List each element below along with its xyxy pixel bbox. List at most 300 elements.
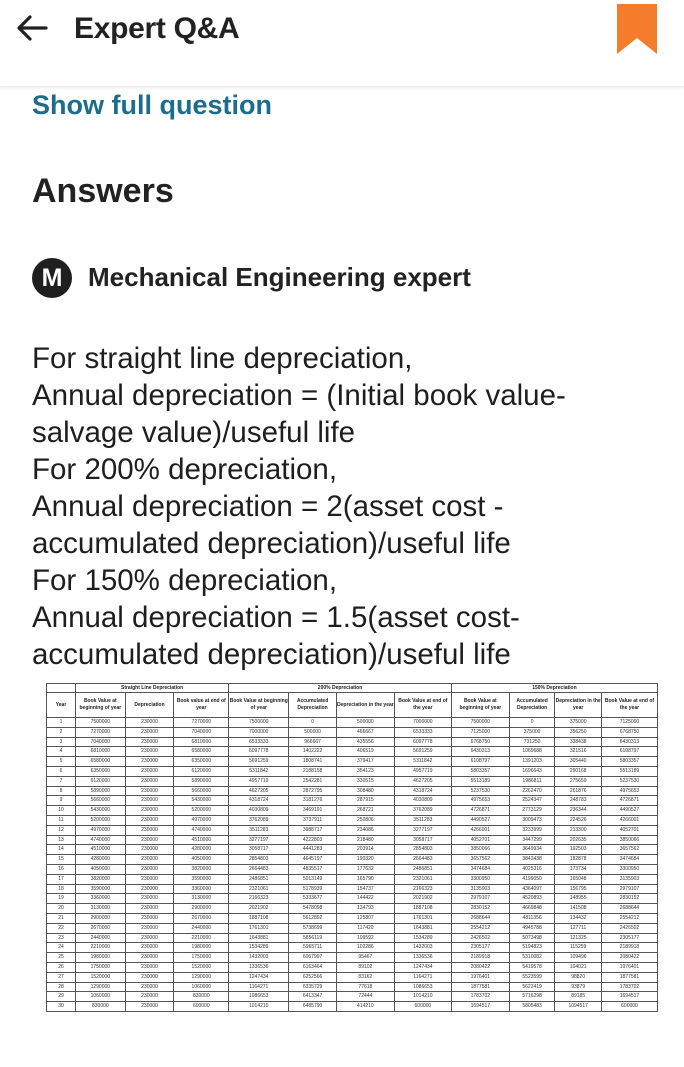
table-row: [47, 894, 658, 904]
year-cell: 21: [47, 913, 76, 923]
column-header: Book Value at end of the year: [601, 693, 657, 718]
table-cell: 6120000: [174, 766, 229, 776]
year-cell: 9: [47, 796, 76, 806]
table-cell: 3469191: [289, 806, 337, 816]
table-cell: 4052701: [451, 835, 509, 845]
table-cell: 1164271: [394, 972, 451, 982]
table-cell: 7500000: [229, 718, 289, 728]
table-cell: 5430000: [75, 806, 125, 816]
table-cell: 1534289: [229, 943, 289, 953]
table-cell: 156795: [555, 884, 602, 894]
page-title: Expert Q&A: [74, 12, 240, 45]
table-cell: 3762089: [229, 815, 289, 825]
year-cell: 3: [47, 737, 76, 747]
table-cell: 3590000: [75, 884, 125, 894]
year-cell: 17: [47, 874, 76, 884]
year-cell: 15: [47, 855, 76, 865]
table-cell: 3277197: [394, 825, 451, 835]
table-cell: 2210000: [174, 933, 229, 943]
table-cell: 109496: [555, 953, 602, 963]
table-row: [47, 1002, 658, 1012]
table-cell: 3657562: [451, 855, 509, 865]
table-cell: 4740000: [174, 825, 229, 835]
table-cell: 2486851: [229, 874, 289, 884]
table-cell: 117420: [336, 923, 394, 933]
table-cell: 1783702: [601, 982, 657, 992]
table-row: [47, 933, 658, 943]
table-cell: 2979107: [451, 894, 509, 904]
table-row: [47, 972, 658, 982]
table-cell: 230000: [125, 884, 174, 894]
table-cell: 5430000: [174, 796, 229, 806]
table-cell: 4835517: [289, 864, 337, 874]
table-cell: 7500000: [75, 718, 125, 728]
table-cell: 4740000: [75, 835, 125, 845]
table-row: [47, 943, 658, 953]
table-cell: 72444: [336, 992, 394, 1002]
year-cell: 30: [47, 1002, 76, 1012]
year-cell: 29: [47, 992, 76, 1002]
year-cell: 10: [47, 806, 76, 816]
table-cell: 218480: [336, 835, 394, 845]
year-cell: 22: [47, 923, 76, 933]
table-cell: 5237530: [451, 786, 509, 796]
table-row: [47, 992, 658, 1002]
year-cell: 8: [47, 786, 76, 796]
table-cell: 2688644: [601, 904, 657, 914]
table-cell: 5691259: [229, 757, 289, 767]
table-row: [47, 766, 658, 776]
table-cell: 1887108: [229, 913, 289, 923]
table-cell: 3649934: [509, 845, 555, 855]
table-cell: 4510000: [75, 845, 125, 855]
table-cell: 5311842: [229, 766, 289, 776]
table-cell: 1432003: [229, 953, 289, 963]
table-cell: 5738699: [289, 923, 337, 933]
table-cell: 2830152: [601, 894, 657, 904]
table-cell: 4726871: [601, 796, 657, 806]
table-cell: 414210: [336, 1002, 394, 1012]
table-cell: 5513189: [451, 776, 509, 786]
table-cell: 4490527: [601, 806, 657, 816]
table-cell: 3009473: [509, 815, 555, 825]
top-bar: [0, 0, 684, 87]
table-cell: 1247434: [394, 962, 451, 972]
table-cell: 435556: [336, 737, 394, 747]
table-cell: 83162: [336, 972, 394, 982]
table-cell: 1164271: [229, 982, 289, 992]
table-cell: 500000: [336, 718, 394, 728]
table-cell: 230000: [125, 757, 174, 767]
table-cell: 1694517: [451, 1002, 509, 1012]
table-row: [47, 884, 658, 894]
table-cell: 1336536: [229, 962, 289, 972]
table-cell: 4222803: [289, 835, 337, 845]
table-cell: 7040000: [75, 737, 125, 747]
table-cell: 406519: [336, 747, 394, 757]
table-cell: 1014210: [229, 1002, 289, 1012]
table-row: [47, 982, 658, 992]
table-cell: 4266001: [451, 825, 509, 835]
table-cell: 4318724: [394, 786, 451, 796]
table-cell: 1980000: [75, 953, 125, 963]
table-cell: 5513189: [601, 766, 657, 776]
table-cell: 6430313: [451, 747, 509, 757]
table-cell: 1094517: [555, 1002, 602, 1012]
table-cell: 3511283: [394, 815, 451, 825]
table-cell: 2440000: [75, 933, 125, 943]
table-cell: 3590000: [174, 874, 229, 884]
table-row: [47, 806, 658, 816]
year-cell: 14: [47, 845, 76, 855]
table-cell: 4280000: [174, 845, 229, 855]
table-cell: 5194823: [509, 943, 555, 953]
table-cell: 230000: [125, 747, 174, 757]
group-header: 150% Depreciation: [451, 684, 657, 693]
table-cell: 230000: [125, 982, 174, 992]
table-cell: 148955: [555, 894, 602, 904]
table-row: [47, 913, 658, 923]
table-cell: 2670000: [174, 913, 229, 923]
expert-initial: M: [41, 263, 63, 292]
table-cell: 4510000: [174, 835, 229, 845]
table-cell: 5856119: [289, 933, 337, 943]
arrow-left-icon: [16, 14, 48, 42]
table-row: [47, 835, 658, 845]
table-cell: 3474684: [601, 855, 657, 865]
back-button[interactable]: [14, 10, 50, 46]
table-cell: 230000: [125, 845, 174, 855]
table-cell: 230000: [125, 1002, 174, 1012]
table-cell: 89102: [336, 962, 394, 972]
table-cell: 230000: [125, 737, 174, 747]
table-cell: 338438: [555, 737, 602, 747]
table-cell: 1986811: [509, 776, 555, 786]
depreciation-table-image: [46, 683, 658, 1010]
table-cell: 0: [289, 718, 337, 728]
table-cell: 6120000: [75, 776, 125, 786]
column-header: Depreciation in the year: [555, 693, 602, 718]
year-cell: 5: [47, 757, 76, 767]
table-cell: 4266001: [601, 815, 657, 825]
table-cell: 236344: [555, 806, 602, 816]
table-cell: 6067997: [289, 953, 337, 963]
table-cell: 1290000: [75, 982, 125, 992]
table-cell: 6810000: [174, 737, 229, 747]
table-cell: 1247434: [229, 972, 289, 982]
table-cell: 2426502: [601, 923, 657, 933]
table-cell: 2080422: [451, 962, 509, 972]
table-cell: 2080422: [601, 953, 657, 963]
table-cell: 6252566: [289, 972, 337, 982]
table-cell: 6097778: [229, 747, 289, 757]
table-cell: 4957719: [229, 776, 289, 786]
table-cell: 600000: [601, 1002, 657, 1012]
table-cell: 6533333: [229, 737, 289, 747]
table-cell: 5965711: [289, 943, 337, 953]
column-header: Book value at end of year: [174, 693, 229, 718]
table-cell: 4645197: [289, 855, 337, 865]
table-cell: 1761301: [229, 923, 289, 933]
table-cell: 230000: [125, 972, 174, 982]
table-cell: 5691259: [394, 747, 451, 757]
answer-line: accumulated depreciation)/useful life: [32, 638, 511, 671]
table-cell: 230000: [125, 786, 174, 796]
table-cell: 3737911: [289, 815, 337, 825]
table-cell: 7125000: [601, 718, 657, 728]
table-cell: 3130000: [174, 894, 229, 904]
table-cell: 6580000: [174, 747, 229, 757]
table-cell: 2542281: [289, 776, 337, 786]
table-cell: 230000: [125, 727, 174, 737]
table-cell: 1391203: [509, 757, 555, 767]
table-cell: 1783702: [451, 992, 509, 1002]
table-cell: 4970000: [75, 825, 125, 835]
table-cell: 3850066: [601, 835, 657, 845]
table-cell: 4030809: [394, 796, 451, 806]
table-cell: 3058717: [229, 845, 289, 855]
table-cell: 6350000: [75, 766, 125, 776]
table-row: [47, 855, 658, 865]
table-cell: 4280000: [75, 855, 125, 865]
bookmark-icon[interactable]: [617, 4, 657, 54]
column-header: Book Value at beginning of year: [75, 693, 125, 718]
table-cell: 177632: [336, 864, 394, 874]
table-cell: 4945788: [509, 923, 555, 933]
answer-body: [32, 340, 672, 673]
year-cell: 23: [47, 933, 76, 943]
table-cell: 2524347: [509, 796, 555, 806]
table-cell: 6108797: [601, 747, 657, 757]
table-cell: 6580000: [75, 757, 125, 767]
table-cell: 3842438: [509, 855, 555, 865]
table-cell: 6335729: [289, 982, 337, 992]
table-cell: 600000: [174, 1002, 229, 1012]
table-cell: 230000: [125, 894, 174, 904]
table-cell: 230000: [125, 796, 174, 806]
group-header: 200% Depreciation: [229, 684, 452, 693]
table-cell: 1086653: [394, 982, 451, 992]
table-row: [47, 727, 658, 737]
table-cell: 5890000: [75, 786, 125, 796]
table-cell: 250806: [336, 815, 394, 825]
show-full-question-link[interactable]: Show full question: [32, 90, 272, 120]
table-cell: 102286: [336, 943, 394, 953]
table-cell: 3300950: [601, 864, 657, 874]
table-cell: 375000: [555, 718, 602, 728]
table-cell: 2900000: [75, 913, 125, 923]
table-cell: 141508: [555, 904, 602, 914]
table-cell: 190320: [336, 855, 394, 865]
table-cell: 6097778: [394, 737, 451, 747]
year-cell: 20: [47, 904, 76, 914]
table-cell: 379417: [336, 757, 394, 767]
table-cell: 5890000: [174, 776, 229, 786]
table-cell: 5660000: [75, 796, 125, 806]
table-cell: 165048: [555, 874, 602, 884]
table-cell: 7000000: [394, 718, 451, 728]
expert-avatar: [32, 258, 72, 298]
table-cell: 2854803: [394, 845, 451, 855]
table-cell: 5200000: [75, 815, 125, 825]
table-cell: 6108797: [451, 757, 509, 767]
table-cell: 731250: [509, 737, 555, 747]
table-cell: 1643881: [229, 933, 289, 943]
table-cell: 109592: [336, 933, 394, 943]
table-cell: 1060000: [174, 982, 229, 992]
table-cell: 230000: [125, 864, 174, 874]
table-cell: 2854803: [229, 855, 289, 865]
year-cell: 11: [47, 815, 76, 825]
table-cell: 6350000: [174, 757, 229, 767]
table-cell: 230000: [125, 962, 174, 972]
table-cell: 5660000: [174, 786, 229, 796]
table-cell: 3762089: [394, 806, 451, 816]
table-cell: 2021902: [229, 904, 289, 914]
table-cell: 3820000: [174, 864, 229, 874]
table-cell: 2189918: [601, 943, 657, 953]
year-cell: 1: [47, 718, 76, 728]
table-row: [47, 757, 658, 767]
table-cell: 1877581: [601, 972, 657, 982]
table-cell: 2321061: [394, 874, 451, 884]
table-cell: 248783: [555, 796, 602, 806]
table-cell: 830000: [75, 1002, 125, 1012]
table-cell: 4050000: [174, 855, 229, 865]
table-cell: 5612892: [289, 913, 337, 923]
table-cell: 230000: [125, 933, 174, 943]
table-cell: 1808741: [289, 757, 337, 767]
table-cell: 2670000: [75, 923, 125, 933]
table-cell: 4199050: [509, 874, 555, 884]
answer-line: For 200% depreciation,: [32, 453, 338, 486]
table-cell: 1336536: [394, 953, 451, 963]
table-cell: 3988717: [289, 825, 337, 835]
table-cell: 1877581: [451, 982, 509, 992]
year-cell: 18: [47, 884, 76, 894]
answer-line: For straight line depreciation,: [32, 342, 413, 375]
table-cell: 230000: [125, 718, 174, 728]
table-cell: 3233999: [509, 825, 555, 835]
table-cell: 4627205: [229, 786, 289, 796]
table-cell: 2262470: [509, 786, 555, 796]
table-row: [47, 923, 658, 933]
table-cell: 203914: [336, 845, 394, 855]
table-cell: 261876: [555, 786, 602, 796]
table-cell: 356250: [555, 727, 602, 737]
table-cell: 3130000: [75, 904, 125, 914]
table-cell: 4627205: [394, 776, 451, 786]
table-cell: 966667: [289, 737, 337, 747]
table-cell: 202635: [555, 835, 602, 845]
table-cell: 4052701: [601, 825, 657, 835]
table-cell: 1534289: [394, 933, 451, 943]
table-cell: 104021: [555, 962, 602, 972]
table-cell: 2664483: [394, 855, 451, 865]
table-cell: 5178939: [289, 884, 337, 894]
table-cell: 4441283: [289, 845, 337, 855]
table-cell: 121325: [555, 933, 602, 943]
table-cell: 4975653: [601, 786, 657, 796]
table-cell: 2979107: [601, 884, 657, 894]
table-cell: 1694517: [601, 992, 657, 1002]
table-cell: 7000000: [229, 727, 289, 737]
table-cell: 2830152: [451, 904, 509, 914]
table-cell: 182878: [555, 855, 602, 865]
table-cell: 1520000: [75, 972, 125, 982]
table-cell: 4811356: [509, 913, 555, 923]
table-row: [47, 786, 658, 796]
table-cell: 3474684: [451, 864, 509, 874]
table-cell: 3511283: [229, 825, 289, 835]
table-cell: 173734: [555, 864, 602, 874]
table-cell: 5310082: [509, 953, 555, 963]
table-cell: 1290000: [174, 972, 229, 982]
table-cell: 3850066: [451, 845, 509, 855]
table-cell: 2440000: [174, 923, 229, 933]
table-cell: 275659: [555, 776, 602, 786]
table-row: [47, 776, 658, 786]
column-header: Book Value at beginning of year: [451, 693, 509, 718]
table-cell: 290168: [555, 766, 602, 776]
table-cell: 3820000: [75, 874, 125, 884]
column-header: Book Value at beginning of year: [229, 693, 289, 718]
table-cell: 125807: [336, 913, 394, 923]
table-cell: 3360000: [75, 894, 125, 904]
table-cell: 230000: [125, 835, 174, 845]
table-cell: 77618: [336, 982, 394, 992]
table-cell: 2166323: [394, 884, 451, 894]
table-cell: 230000: [125, 874, 174, 884]
table-cell: 230000: [125, 825, 174, 835]
answer-line: salvage value)/useful life: [32, 416, 356, 449]
table-cell: 5478098: [289, 904, 337, 914]
group-header: Straight Line Depreciation: [75, 684, 228, 693]
table-cell: 2486851: [394, 864, 451, 874]
answer-line: Annual depreciation = 1.5(asset cost-: [32, 601, 520, 634]
table-cell: 93879: [555, 982, 602, 992]
table-cell: 6768750: [451, 737, 509, 747]
table-row: [47, 874, 658, 884]
table-cell: 2166323: [229, 894, 289, 904]
table-cell: 2554212: [451, 923, 509, 933]
table-cell: 308480: [336, 786, 394, 796]
table-cell: 4520893: [509, 894, 555, 904]
table-cell: 466667: [336, 727, 394, 737]
table-cell: 7270000: [174, 718, 229, 728]
year-cell: 7: [47, 776, 76, 786]
table-cell: 134432: [555, 913, 602, 923]
table-cell: 2773129: [509, 806, 555, 816]
table-row: [47, 718, 658, 728]
table-cell: 144422: [336, 894, 394, 904]
table-cell: 6485790: [289, 1002, 337, 1012]
table-cell: 2210000: [75, 943, 125, 953]
table-cell: 230000: [125, 815, 174, 825]
table-cell: 4318724: [229, 796, 289, 806]
table-cell: 1980000: [174, 943, 229, 953]
table-row: [47, 962, 658, 972]
table-cell: 230000: [125, 992, 174, 1002]
table-cell: 3360000: [174, 884, 229, 894]
table-cell: 354123: [336, 766, 394, 776]
table-cell: 1761301: [394, 913, 451, 923]
table-row: [47, 825, 658, 835]
table-cell: 830000: [174, 992, 229, 1002]
table-cell: 0: [509, 718, 555, 728]
table-cell: 230000: [125, 923, 174, 933]
table-cell: 4050000: [75, 864, 125, 874]
